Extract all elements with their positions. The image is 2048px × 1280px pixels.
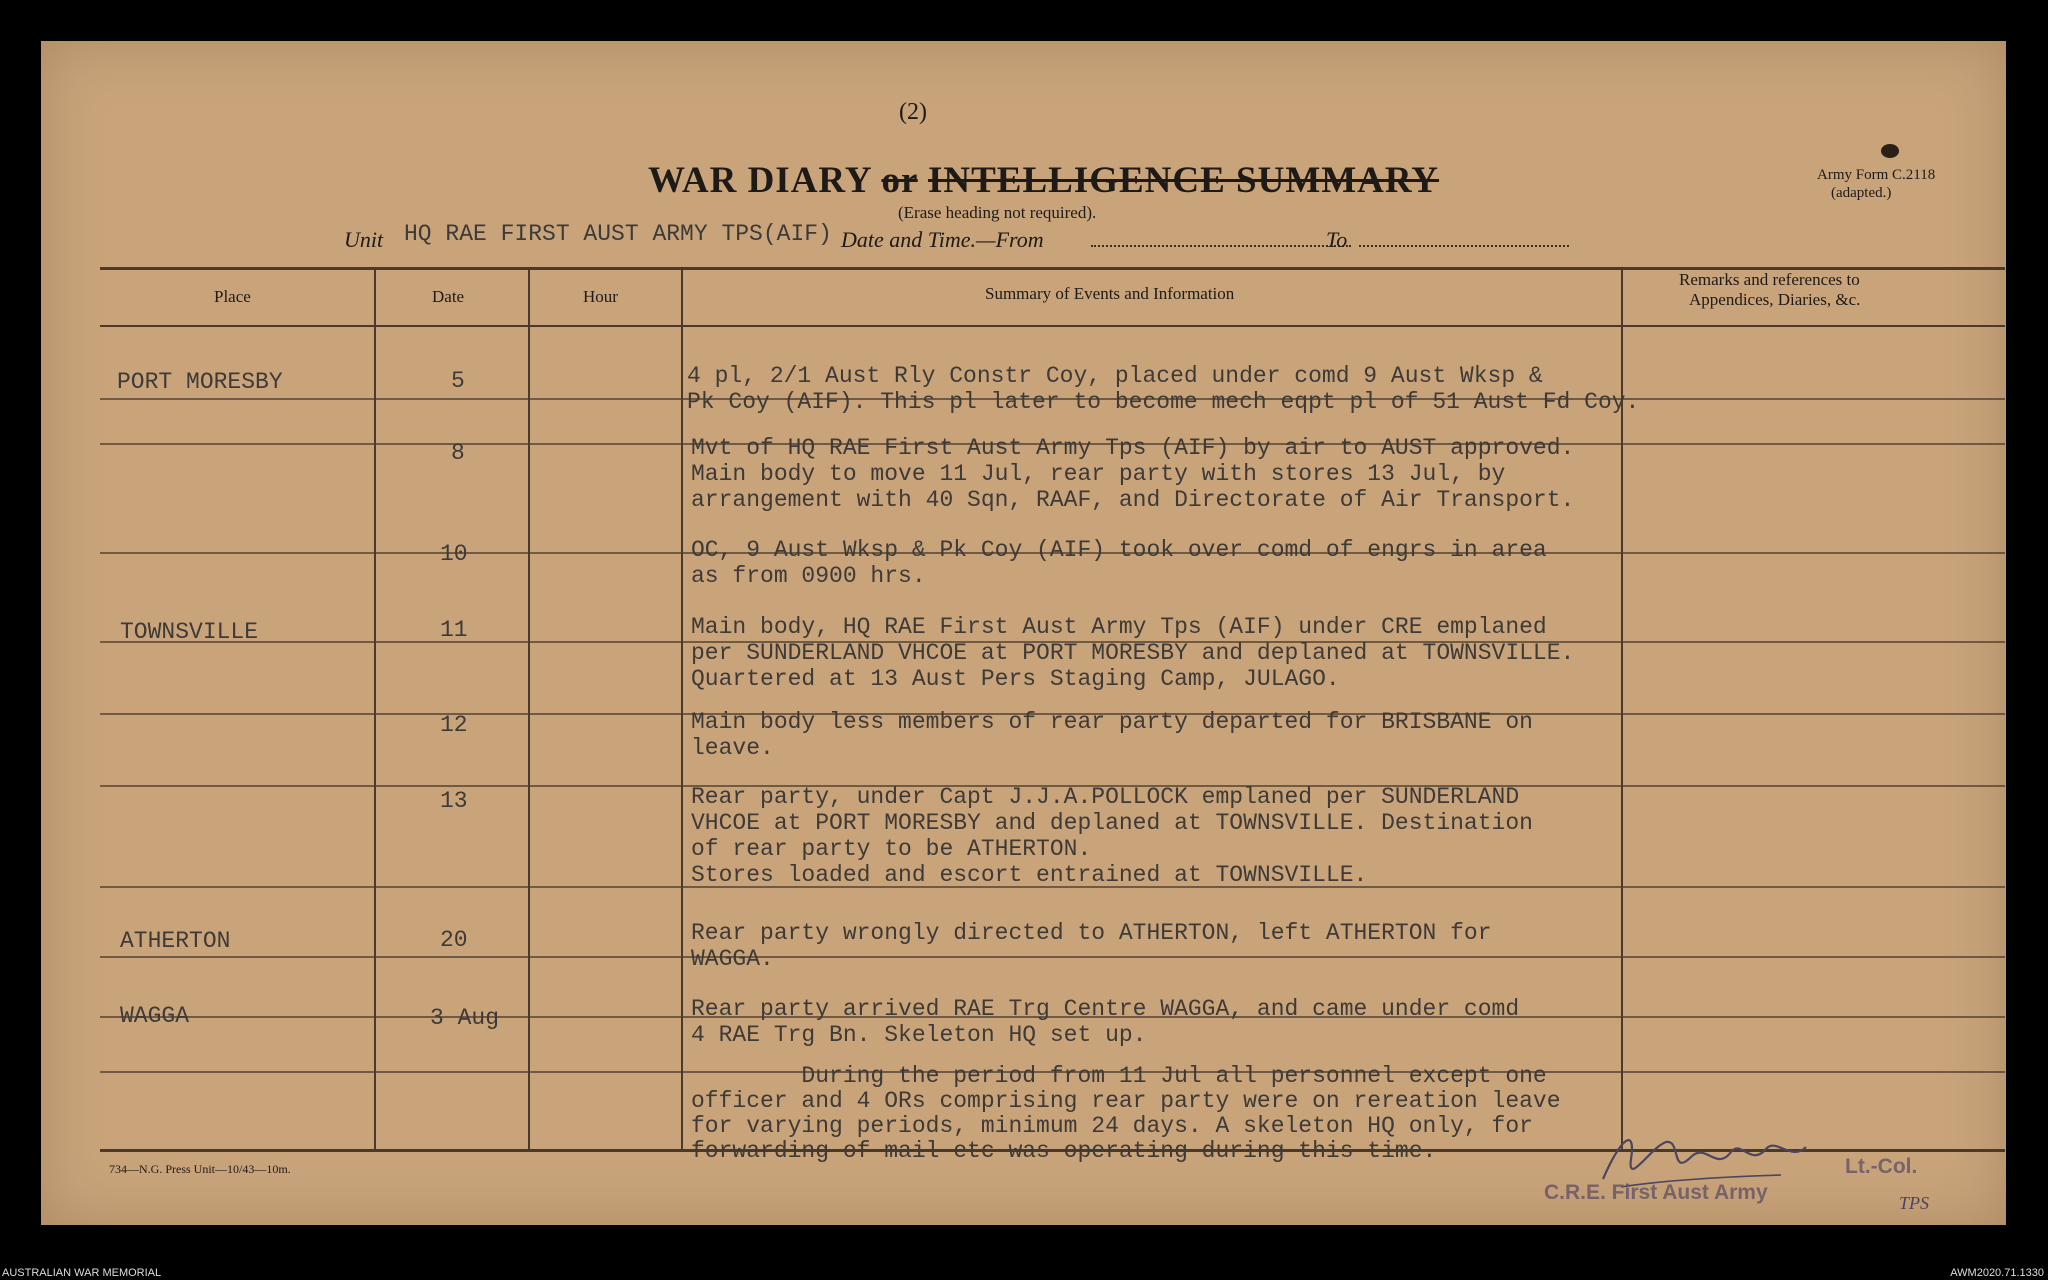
date-from-dotted-line [1091, 245, 1351, 247]
place-atherton: ATHERTON [120, 928, 231, 954]
summary-line: 4 RAE Trg Bn. Skeleton HQ set up. [691, 1022, 1147, 1048]
summary-line: Mvt of HQ RAE First Aust Army Tps (AIF) by air to AUST approved. [691, 435, 1575, 461]
date-entry-8: 8 [451, 440, 465, 466]
date-entry-12: 12 [440, 712, 468, 738]
summary-line: arrangement with 40 Sqn, RAAF, and Directorate of Air Transport. [691, 487, 1575, 513]
heading-intelligence-summary: INTELLIGENCE SUMMARY [927, 160, 1440, 201]
stamp-rank: Lt.-Col. [1845, 1155, 1918, 1178]
heading-or: or [881, 160, 918, 201]
summary-line: Pk Coy (AIF). This pl later to become mech eqpt pl of 51 Aust Fd Coy. [687, 389, 1640, 415]
date-entry-3-aug: 3 Aug [430, 1005, 500, 1031]
summary-line: 4 pl, 2/1 Aust Rly Constr Coy, placed under comd 9 Aust Wksp & [687, 363, 1543, 389]
header-rule [100, 325, 2005, 327]
date-to-dotted-line [1359, 245, 1569, 247]
summary-line: Rear party arrived RAE Trg Centre WAGGA, and came under comd [691, 996, 1520, 1022]
col-divider-hour-summary [681, 267, 683, 1151]
column-header-hour: Hour [583, 287, 618, 306]
date-entry-13: 13 [440, 788, 468, 814]
summary-line: During the period from 11 Jul all personnel except one [691, 1063, 1547, 1089]
summary-line: Rear party wrongly directed to ATHERTON, left ATHERTON for [691, 920, 1492, 946]
to-label: To [1326, 227, 1348, 252]
archive-footer-left: AUSTRALIAN WAR MEMORIAL [2, 1267, 162, 1279]
summary-line: as from 0900 hrs. [691, 563, 926, 589]
column-header-date: Date [432, 287, 465, 306]
press-note: 734—N.G. Press Unit—10/43—10m. [109, 1162, 291, 1176]
column-header-summary: Summary of Events and Information [985, 284, 1235, 303]
summary-line: Rear party, under Capt J.J.A.POLLOCK emplaned per SUNDERLAND [691, 784, 1520, 810]
page-number: (2) [899, 99, 927, 125]
unit-label: Unit [344, 227, 384, 252]
summary-line: officer and 4 ORs comprising rear party were on rereation leave [691, 1088, 1561, 1114]
summary-line: Main body, HQ RAE First Aust Army Tps (AIF) under CRE emplaned [691, 614, 1547, 640]
summary-line: WAGGA. [691, 946, 774, 972]
adapted-label: (adapted.) [1831, 185, 1892, 201]
date-entry-20: 20 [440, 927, 468, 953]
stamp-title: C.R.E. First Aust Army [1544, 1181, 1768, 1204]
summary-line: Quartered at 13 Aust Pers Staging Camp, JULAGO. [691, 666, 1340, 692]
column-header-remarks-1: Remarks and references to [1679, 270, 1860, 289]
column-header-remarks-2: Appendices, Diaries, &c. [1689, 290, 1861, 309]
summary-line: Main body to move 11 Jul, rear party with stores 13 Jul, by [691, 461, 1506, 487]
summary-line: VHCOE at PORT MORESBY and deplaned at TOWNSVILLE. Destination [691, 810, 1533, 836]
col-divider-place-date [374, 267, 376, 1151]
diary-sheet [41, 41, 2006, 1225]
erase-note: (Erase heading not required). [898, 203, 1097, 222]
row-rule [100, 956, 2005, 958]
summary-line: per SUNDERLAND VHCOE at PORT MORESBY and deplaned at TOWNSVILLE. [691, 640, 1575, 666]
place-wagga: WAGGA [120, 1003, 190, 1029]
stamp-handwritten: TPS [1899, 1193, 1930, 1213]
paper-hole [1881, 144, 1899, 158]
archive-footer-right: AWM2020.71.1330 [1950, 1267, 2044, 1279]
summary-line: leave. [691, 735, 774, 761]
col-divider-date-hour [528, 267, 530, 1151]
date-entry-10: 10 [440, 541, 468, 567]
date-entry-5: 5 [451, 368, 465, 394]
summary-line: Stores loaded and escort entrained at TOWNSVILLE. [691, 862, 1368, 888]
summary-line: OC, 9 Aust Wksp & Pk Coy (AIF) took over comd of engrs in area [691, 537, 1547, 563]
date-entry-11: 11 [440, 617, 468, 643]
summary-line: of rear party to be ATHERTON. [691, 836, 1092, 862]
unit-value: HQ RAE FIRST AUST ARMY TPS(AIF) [404, 221, 832, 247]
army-form-label: Army Form C.2118 [1817, 167, 1936, 183]
summary-line: Main body less members of rear party departed for BRISBANE on [691, 709, 1533, 735]
summary-line: for varying periods, minimum 24 days. A skeleton HQ only, for [691, 1113, 1533, 1139]
date-time-label: Date and Time.—From [841, 227, 1044, 252]
form-heading [648, 159, 1439, 202]
column-header-place: Place [214, 287, 251, 306]
place-townsville: TOWNSVILLE [120, 619, 259, 645]
summary-line: forwarding of mail etc was operating during this time. [691, 1138, 1437, 1164]
heading-war-diary: WAR DIARY [648, 160, 872, 201]
place-port-moresby: PORT MORESBY [117, 369, 283, 395]
